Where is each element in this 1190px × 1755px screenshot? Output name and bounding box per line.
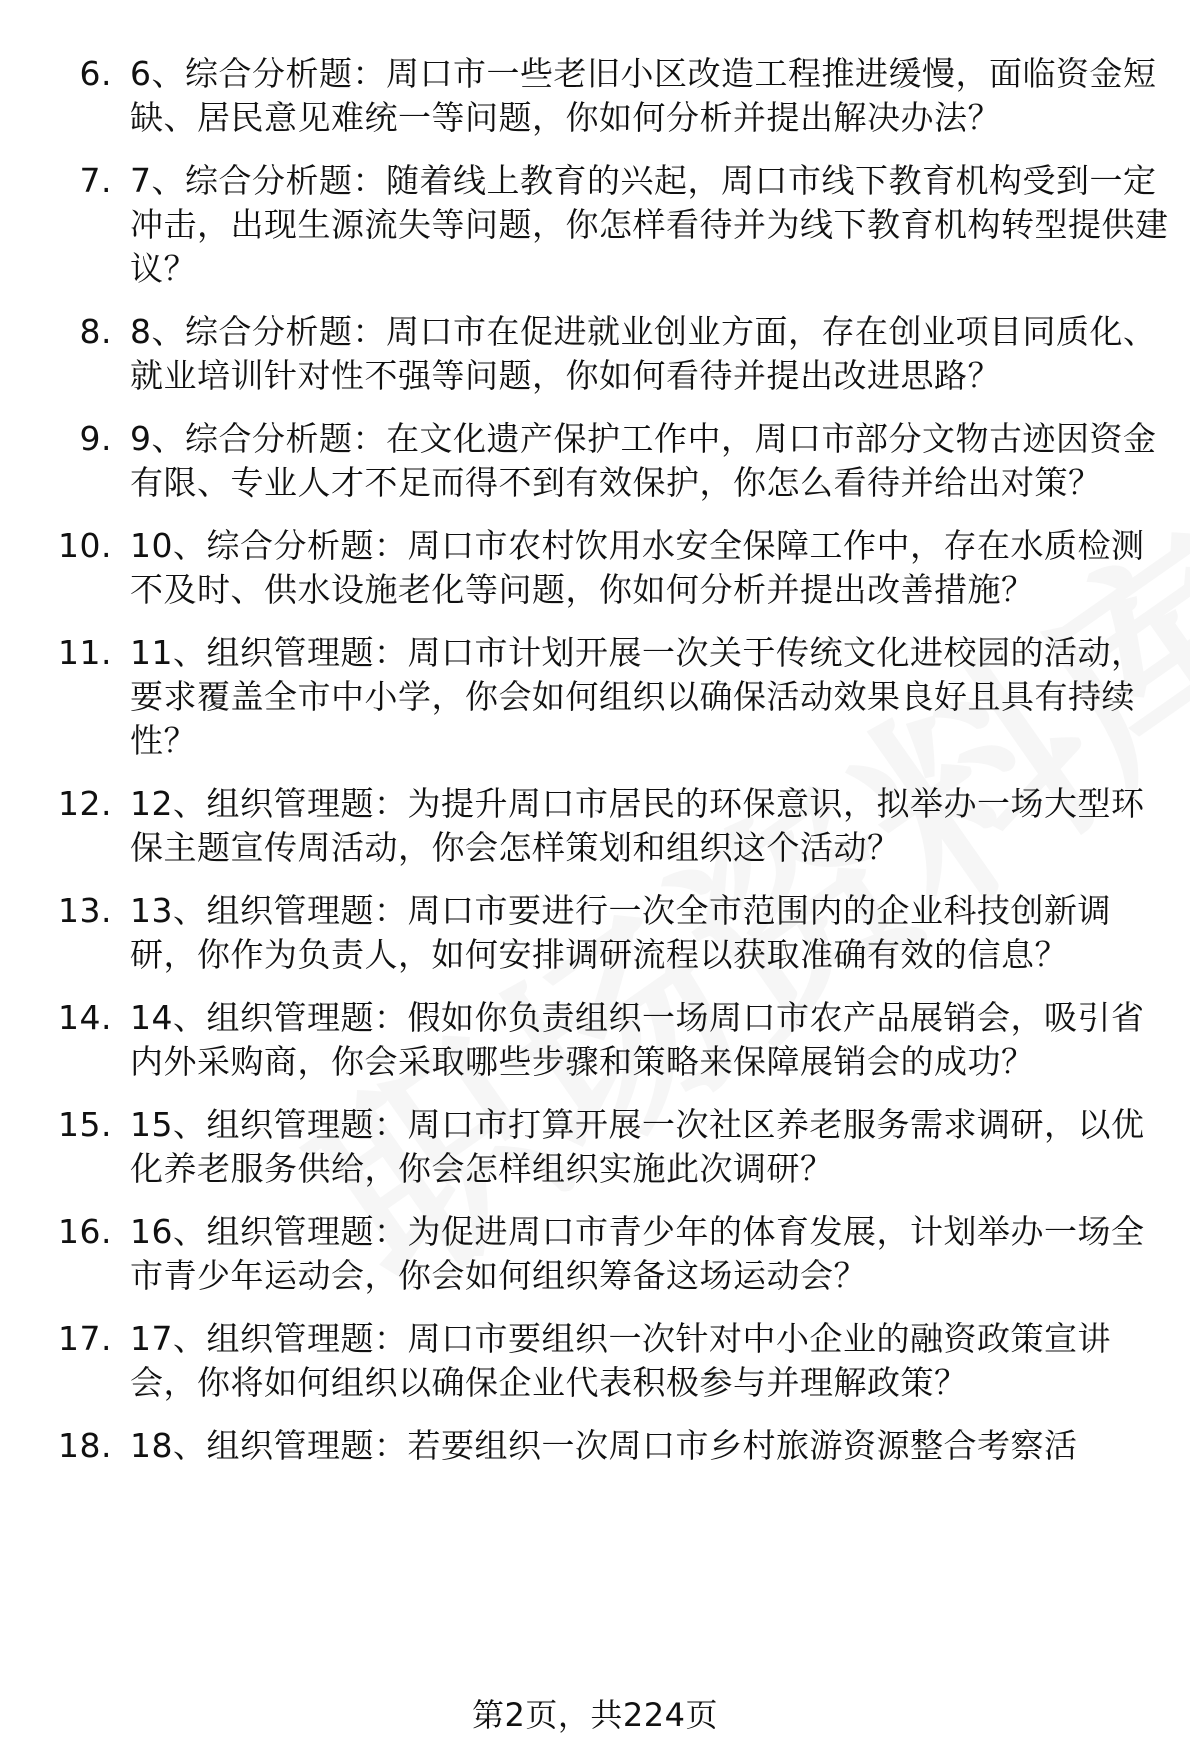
question-text: 10、综合分析题：周口市农村饮用水安全保障工作中，存在水质检测不及时、供水设施老化等问题，你如何分析并提出改善措施？: [130, 526, 1145, 609]
question-item: [0, 889, 1190, 977]
question-text: 15、组织管理题：周口市打算开展一次社区养老服务需求调研，以优化养老服务供给，你会怎样组织实施此次调研？: [130, 1105, 1145, 1188]
question-text: 13、组织管理题：周口市要进行一次全市范围内的企业科技创新调研，你作为负责人，如何安排调研流程以获取准确有效的信息？: [130, 891, 1111, 974]
question-text: 11、组织管理题：周口市计划开展一次关于传统文化进校园的活动，要求覆盖全市中小学，你会如何组织以确保活动效果良好且具有持续性？: [130, 633, 1145, 760]
question-number: 11.: [58, 633, 112, 672]
question-number: 10.: [58, 526, 112, 565]
question-number: 13.: [58, 891, 112, 930]
question-item: [0, 310, 1190, 398]
page-footer: 第2页，共224页: [472, 1696, 718, 1734]
question-item: [0, 782, 1190, 870]
question-number: 9.: [79, 419, 112, 458]
question-text: 17、组织管理题：周口市要组织一次针对中小企业的融资政策宣讲会，你将如何组织以确保企业代表积极参与并理解政策？: [130, 1319, 1111, 1402]
question-item: [0, 996, 1190, 1084]
question-number: 7.: [79, 161, 112, 200]
question-text: 12、组织管理题：为提升周口市居民的环保意识，拟举办一场大型环保主题宣传周活动，你会怎样策划和组织这个活动？: [130, 784, 1145, 867]
question-number: 15.: [58, 1105, 112, 1144]
question-item: [0, 417, 1190, 505]
question-number: 12.: [58, 784, 112, 823]
question-number: 18.: [58, 1426, 112, 1465]
question-text: 8、综合分析题：周口市在促进就业创业方面，存在创业项目同质化、就业培训针对性不强等问题，你如何看待并提出改进思路？: [130, 312, 1157, 395]
question-item: [0, 1210, 1190, 1298]
question-number: 14.: [58, 998, 112, 1037]
question-item: [0, 52, 1190, 140]
question-list: [0, 52, 1190, 1487]
question-number: 16.: [58, 1212, 112, 1251]
question-text: 9、综合分析题：在文化遗产保护工作中，周口市部分文物古迹因资金有限、专业人才不足而得不到有效保护，你怎么看待并给出对策？: [130, 419, 1157, 502]
question-item: [0, 1317, 1190, 1405]
question-number: 8.: [79, 312, 112, 351]
question-text: 7、综合分析题：随着线上教育的兴起，周口市线下教育机构受到一定冲击，出现生源流失等问题，你怎样看待并为线下教育机构转型提供建议？: [130, 161, 1169, 288]
question-item: [0, 524, 1190, 612]
question-number: 6.: [79, 54, 112, 93]
question-text: 6、综合分析题：周口市一些老旧小区改造工程推进缓慢，面临资金短缺、居民意见难统一等问题，你如何分析并提出解决办法？: [130, 54, 1157, 137]
question-text: 14、组织管理题：假如你负责组织一场周口市农产品展销会，吸引省内外采购商，你会采取哪些步骤和策略来保障展销会的成功？: [130, 998, 1145, 1081]
question-number: 17.: [58, 1319, 112, 1358]
question-item: [0, 1103, 1190, 1191]
question-text: 18、组织管理题：若要组织一次周口市乡村旅游资源整合考察活: [130, 1426, 1078, 1465]
question-item: [0, 1424, 1190, 1468]
question-item: [0, 159, 1190, 291]
question-text: 16、组织管理题：为促进周口市青少年的体育发展，计划举办一场全市青少年运动会，你会如何组织筹备这场运动会？: [130, 1212, 1145, 1295]
question-item: [0, 631, 1190, 763]
